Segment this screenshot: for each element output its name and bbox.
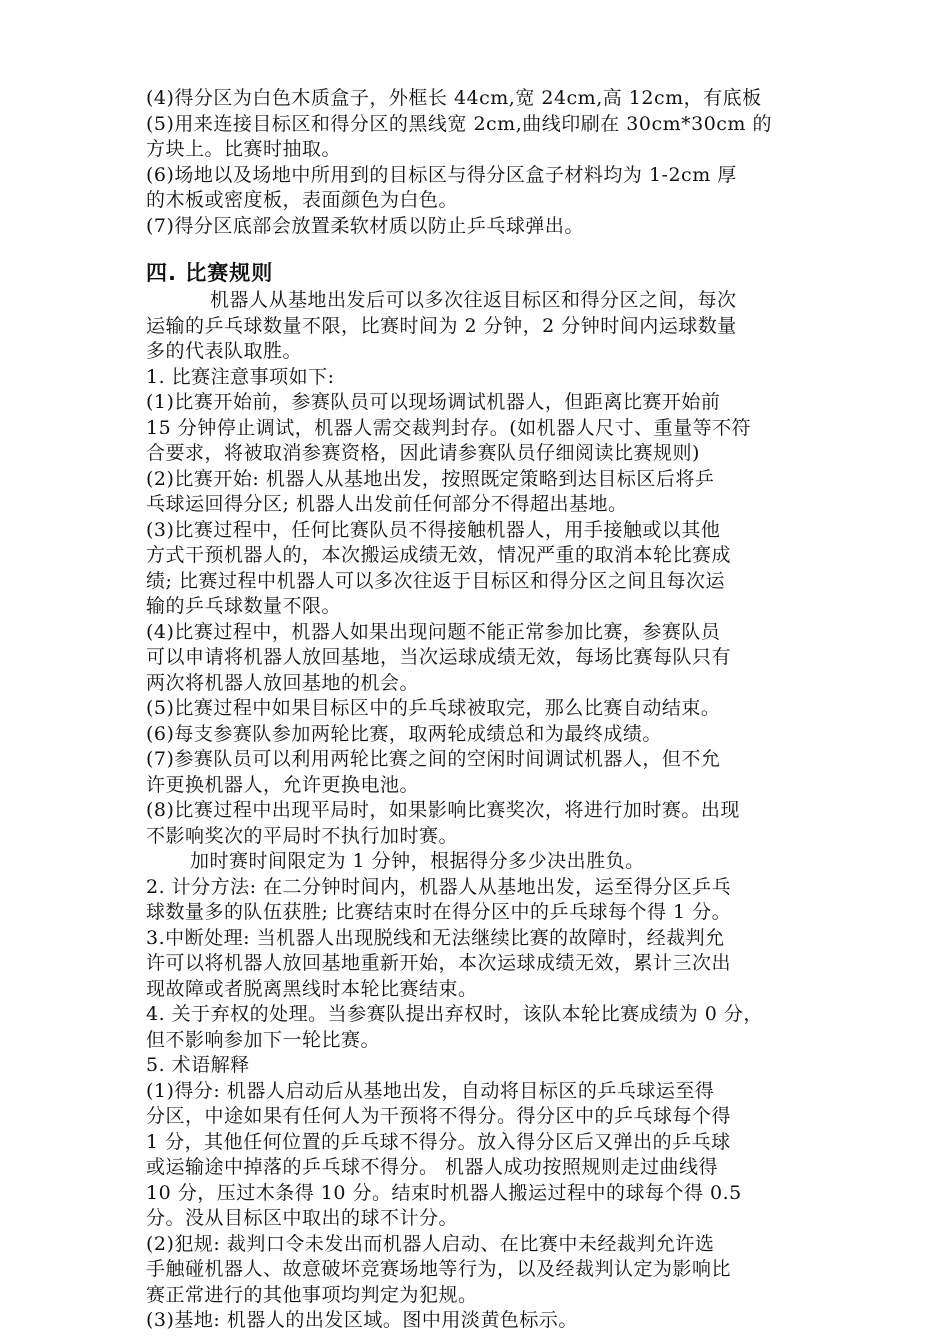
paragraph-line: 合要求，将被取消参赛资格，因此请参赛队员仔细阅读比赛规则) xyxy=(146,442,700,464)
paragraph-line: 输的乒乓球数量不限。 xyxy=(146,595,342,617)
scoring-paragraph xyxy=(146,875,812,926)
subsection-heading: 5. 术语解释 xyxy=(146,1054,250,1076)
paragraph-line: (1)比赛开始前，参赛队员可以现场调试机器人，但距离比赛开始前 xyxy=(146,391,721,413)
paragraph-line: 不影响奖次的平局时不执行加时赛。 xyxy=(146,824,459,847)
paragraph-line: 运输的乒乓球数量不限，比赛时间为 2 分钟，2 分钟时间内运球数量 xyxy=(146,314,737,337)
paragraph-line: (1)得分: 机器人启动后从基地出发，自动将目标区的乒乓球运至得 xyxy=(146,1079,715,1102)
paragraph-line: 许更换机器人，允许更换电池。 xyxy=(146,773,420,796)
paragraph-line: 手触碰机器人、故意破坏竞赛场地等行为，以及经裁判认定为影响比 xyxy=(146,1258,732,1280)
paragraph-line: 方块上。比赛时抽取。 xyxy=(146,138,342,160)
terms-list xyxy=(146,1079,812,1334)
paragraph-line: 方式干预机器人的，本次搬运成绩无效，情况严重的取消本轮比赛成 xyxy=(146,544,732,566)
paragraph-line: (6)场地以及场地中所用到的目标区与得分区盒子材料均为 1-2cm 厚 xyxy=(146,163,737,186)
paragraph-line: (5)比赛过程中如果目标区中的乒乓球被取完，那么比赛自动结束。 xyxy=(146,697,721,719)
paragraph-line: 许可以将机器人放回基地重新开始，本次运球成绩无效，累计三次出 xyxy=(146,952,732,974)
paragraph-line: 4. 关于弃权的处理。当参赛队提出弃权时，该队本轮比赛成绩为 0 分， xyxy=(146,1003,763,1025)
forfeit-paragraph xyxy=(146,1002,812,1053)
paragraph-line: (4)得分区为白色木质盒子，外框长 44cm,宽 24cm,高 12cm，有底板 xyxy=(146,87,762,109)
paragraph-line: (6)每支参赛队参加两轮比赛，取两轮成绩总和为最终成绩。 xyxy=(146,722,662,745)
paragraph-line: 分区，中途如果有任何人为干预将不得分。得分区中的乒乓球每个得 xyxy=(146,1105,732,1127)
paragraph-line: 可以申请将机器人放回基地，当次运球成绩无效，每场比赛每队只有 xyxy=(146,646,732,668)
paragraph-line: 1 分，其他任何位置的乒乓球不得分。放入得分区后又弹出的乒乓球 xyxy=(146,1130,731,1153)
paragraph-line: (7)参赛队员可以利用两轮比赛之间的空闲时间调试机器人，但不允 xyxy=(146,748,721,770)
paragraph-line: 乓球运回得分区; 机器人出发前任何部分不得超出基地。 xyxy=(146,493,628,515)
paragraph-line: 或运输途中掉落的乒乓球不得分。 机器人成功按照规则走过曲线得 xyxy=(146,1156,719,1178)
paragraph-line: (3)比赛过程中，任何比赛队员不得接触机器人，用手接触或以其他 xyxy=(146,518,721,541)
paragraph-line: (3)基地: 机器人的出发区域。图中用淡黄色标示。 xyxy=(146,1309,578,1331)
paragraph-line: 球数量多的队伍获胜; 比赛结束时在得分区中的乒乓球每个得 1 分。 xyxy=(146,901,732,923)
interruption-paragraph xyxy=(146,926,812,1003)
paragraph-line: 的木板或密度板，表面颜色为白色。 xyxy=(146,189,459,211)
paragraph-line: 分。没从目标区中取出的球不计分。 xyxy=(146,1207,459,1229)
notes-list xyxy=(146,390,812,849)
paragraph-line: 机器人从基地出发后可以多次往返目标区和得分区之间，每次 xyxy=(210,289,737,311)
paragraph-line: 但不影响参加下一轮比赛。 xyxy=(146,1028,381,1051)
paragraph-line: 赛正常进行的其他事项均判定为犯规。 xyxy=(146,1283,478,1306)
paragraph-line: 10 分，压过木条得 10 分。结束时机器人搬运过程中的球每个得 0.5 xyxy=(146,1181,742,1204)
paragraph-line: 15 分钟停止调试，机器人需交裁判封存。(如机器人尺寸、重量等不符 xyxy=(146,416,752,439)
document-page xyxy=(146,86,812,1334)
paragraph-line: (2)犯规: 裁判口令未发出而机器人启动、在比赛中未经裁判允许选 xyxy=(146,1232,715,1255)
section-heading: 四. 比赛规则 xyxy=(146,261,274,285)
paragraph-line: 2. 计分方法: 在二分钟时间内，机器人从基地出发，运至得分区乒乓 xyxy=(146,875,732,898)
paragraph-line: (7)得分区底部会放置柔软材质以防止乒乓球弹出。 xyxy=(146,214,584,237)
paragraph-line: 多的代表队取胜。 xyxy=(146,340,303,362)
paragraph-line: (5)用来连接目标区和得分区的黑线宽 2cm,曲线印刷在 30cm*30cm 的 xyxy=(146,112,772,135)
paragraph-line: 现故障或者脱离黑线时本轮比赛结束。 xyxy=(146,977,478,1000)
subsection-heading: 1. 比赛注意事项如下: xyxy=(146,365,335,388)
paragraph-line: (8)比赛过程中出现平局时，如果影响比赛奖次，将进行加时赛。出现 xyxy=(146,799,740,821)
paragraph-line: (4)比赛过程中，机器人如果出现问题不能正常参加比赛，参赛队员 xyxy=(146,620,721,643)
paragraph-line: (2)比赛开始: 机器人从基地出发，按照既定策略到达目标区后将乒 xyxy=(146,467,715,490)
paragraph-line: 绩; 比赛过程中机器人可以多次往返于目标区和得分区之间且每次运 xyxy=(146,569,725,592)
paragraph-line: 3.中断处理: 当机器人出现脱线和无法继续比赛的故障时，经裁判允 xyxy=(146,926,725,949)
intro-paragraph xyxy=(146,288,812,365)
section3-items xyxy=(146,86,812,239)
overtime-paragraph: 加时赛时间限定为 1 分钟，根据得分多少决出胜负。 xyxy=(190,850,645,872)
paragraph-line: 两次将机器人放回基地的机会。 xyxy=(146,671,420,694)
